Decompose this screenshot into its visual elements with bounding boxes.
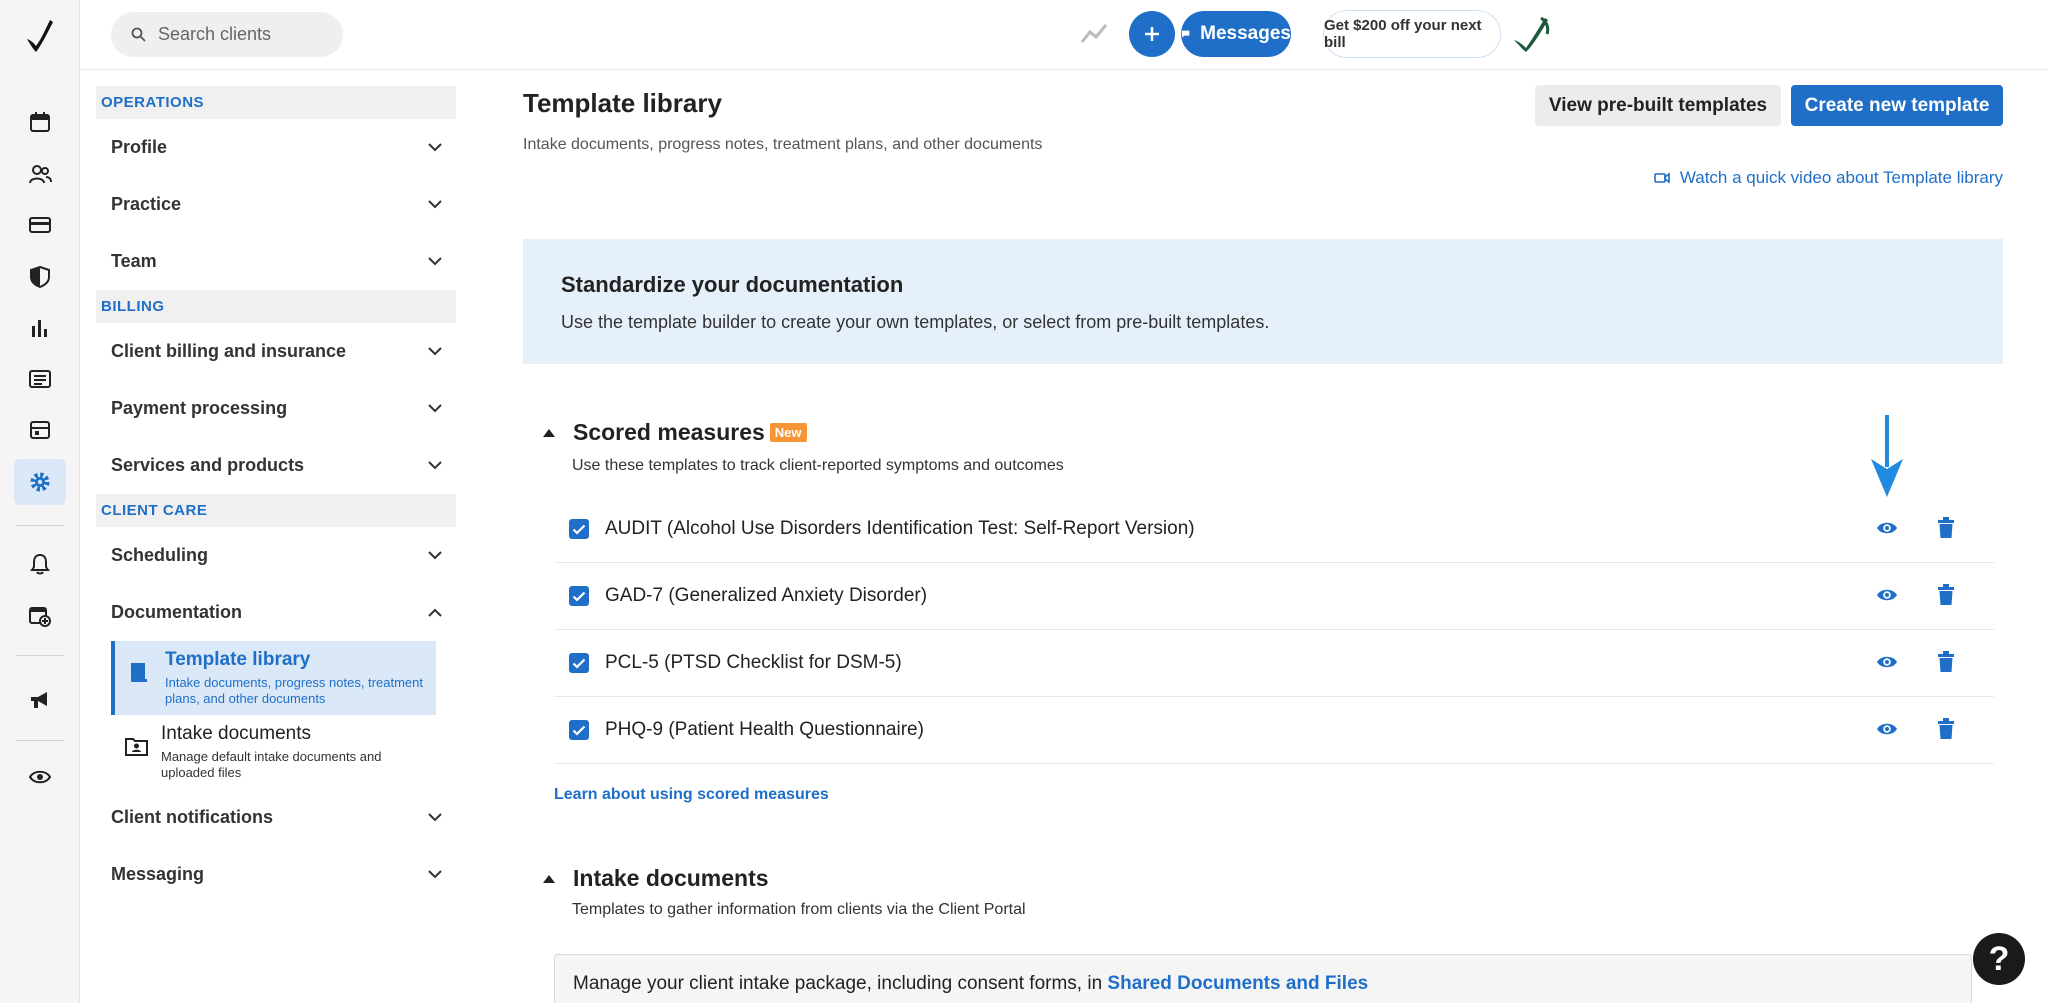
watch-video-link[interactable] [1654,168,2003,188]
sidebar-subitem-desc: Manage default intake documents and uploaded files [161,749,382,780]
megaphone-icon[interactable] [22,682,58,718]
list-item [554,697,1994,764]
checkmark-icon [572,524,586,535]
account-avatar-icon[interactable] [1511,14,1551,54]
sidebar-subitem-intake-documents[interactable] [111,715,436,789]
sidebar-subitem-title: Intake documents [161,723,311,744]
analytics-icon[interactable] [22,310,58,346]
scored-measures-list [554,496,1994,764]
sidebar-item-label: Documentation [111,602,243,622]
chevron-down-icon [428,257,442,266]
plus-icon [1143,25,1161,43]
intake-documents-subtitle: Templates to gather information from clients via the Client Portal [572,901,1026,918]
messages-label: Messages [1200,23,1291,44]
down-arrow-annotation-icon [1869,415,1905,497]
section-header-billing: BILLING [96,290,456,323]
eye-icon[interactable] [22,759,58,795]
calendar-add-icon[interactable] [22,598,58,634]
clients-icon[interactable] [22,156,58,192]
banner-text: Use the template builder to create your own templates, or select from pre-built templates. [561,312,1270,332]
left-nav-rail [0,0,80,1003]
top-bar [80,0,2048,70]
shared-documents-text: Manage your client intake package, including consent forms, in [573,973,1108,994]
sidebar-item-profile[interactable] [96,119,456,176]
sidebar-item-documentation[interactable] [96,584,456,641]
rail-divider [16,740,64,741]
sidebar-item-practice[interactable] [96,176,456,233]
folder-user-icon [125,735,149,757]
checkmark-icon [572,658,586,669]
sidebar-item-payment-processing[interactable] [96,380,456,437]
measure-name: GAD-7 (Generalized Anxiety Disorder) [605,585,928,606]
sidebar-item-team[interactable] [96,233,456,290]
info-banner [523,239,2003,364]
trend-icon[interactable] [1080,20,1108,48]
row-checkbox[interactable] [569,519,589,539]
add-button[interactable] [1129,11,1175,57]
sidebar-item-label: Messaging [111,864,205,884]
sidebar-subitem-template-library[interactable] [111,641,436,715]
scored-measures-title: Scored measures [573,419,765,445]
sidebar-item-messaging[interactable] [96,846,456,903]
list-icon[interactable] [22,361,58,397]
billing-card-icon[interactable] [22,207,58,243]
trash-icon[interactable] [1937,651,1955,673]
chevron-up-icon [428,608,442,617]
chevron-down-icon [428,551,442,560]
chevron-down-icon [428,813,442,822]
sidebar-item-label: Client billing and insurance [111,341,347,361]
calendar-icon[interactable] [22,104,58,140]
scored-measures-header[interactable] [543,419,807,446]
preview-eye-icon[interactable] [1876,654,1898,670]
trash-icon[interactable] [1937,584,1955,606]
help-button[interactable]: ? [1973,933,2025,985]
chevron-down-icon [428,200,442,209]
measure-name: PCL-5 (PTSD Checklist for DSM-5) [605,652,902,673]
shield-icon[interactable] [22,259,58,295]
sidebar-item-label: Team [111,251,157,271]
sidebar-item-services-products[interactable] [96,437,456,494]
create-new-template-button[interactable]: Create new template [1791,85,2003,126]
list-item [554,630,1994,697]
preview-eye-icon[interactable] [1876,587,1898,603]
sidebar-subitem-desc: Intake documents, progress notes, treatment plans, and other documents [165,675,423,706]
row-checkbox[interactable] [569,720,589,740]
learn-scored-measures-link[interactable]: Learn about using scored measures [554,786,829,803]
rail-divider [16,525,64,526]
sidebar-item-client-billing[interactable] [96,323,456,380]
row-checkbox[interactable] [569,653,589,673]
checkmark-icon [572,725,586,736]
preview-eye-icon[interactable] [1876,721,1898,737]
promo-button[interactable]: Get $200 off your next bill [1323,10,1501,58]
rail-divider [16,655,64,656]
trash-icon[interactable] [1937,718,1955,740]
row-checkbox[interactable] [569,586,589,606]
measure-name: AUDIT (Alcohol Use Disorders Identification Test: Self-Report Version) [605,518,1195,539]
marketplace-icon[interactable] [22,412,58,448]
search-icon [131,27,146,42]
section-header-client-care: CLIENT CARE [96,494,456,527]
intake-documents-header[interactable] [543,865,769,892]
preview-eye-icon[interactable] [1876,520,1898,536]
banner-title: Standardize your documentation [561,272,904,297]
watch-video-label: Watch a quick video about Template library [1679,168,2003,187]
shared-documents-notice [554,954,1972,1003]
collapse-caret-icon[interactable] [543,875,555,883]
settings-icon[interactable] [14,459,66,505]
measure-name: PHQ-9 (Patient Health Questionnaire) [605,719,924,740]
sidebar-item-label: Profile [111,137,168,157]
collapse-caret-icon[interactable] [543,429,555,437]
page-title: Template library [523,88,722,118]
chevron-down-icon [428,870,442,879]
new-badge: New [770,423,807,442]
book-icon [129,661,149,683]
list-item [554,496,1994,563]
intake-documents-title: Intake documents [573,865,769,891]
shared-documents-link[interactable]: Shared Documents and Files [1107,973,1369,994]
chevron-down-icon [428,143,442,152]
sidebar-item-label: Payment processing [111,398,288,418]
page-subtitle: Intake documents, progress notes, treatment plans, and other documents [523,136,1043,153]
sidebar-item-label: Services and products [111,455,305,475]
sidebar-item-client-notifications[interactable] [96,789,456,846]
sidebar-item-scheduling[interactable] [96,527,456,584]
chevron-down-icon [428,461,442,470]
section-header-operations: OPERATIONS [96,86,456,119]
search-box[interactable] [111,12,343,57]
video-camera-icon [1654,172,1670,184]
sidebar-item-label: Client notifications [111,807,273,827]
settings-sidebar [96,86,456,903]
search-input[interactable] [158,24,328,45]
messages-button[interactable] [1181,11,1291,57]
chevron-down-icon [428,347,442,356]
view-prebuilt-templates-button[interactable]: View pre-built templates [1535,85,1781,126]
app-logo-icon[interactable] [24,18,56,54]
bell-icon[interactable] [22,546,58,582]
checkmark-icon [572,591,586,602]
trash-icon[interactable] [1937,517,1955,539]
sidebar-item-label: Scheduling [111,545,209,565]
sidebar-subitem-title: Template library [165,649,311,670]
chat-icon [1181,24,1190,44]
sidebar-item-label: Practice [111,194,182,214]
scored-measures-subtitle: Use these templates to track client-reported symptoms and outcomes [572,457,1064,474]
list-item [554,563,1994,630]
chevron-down-icon [428,404,442,413]
